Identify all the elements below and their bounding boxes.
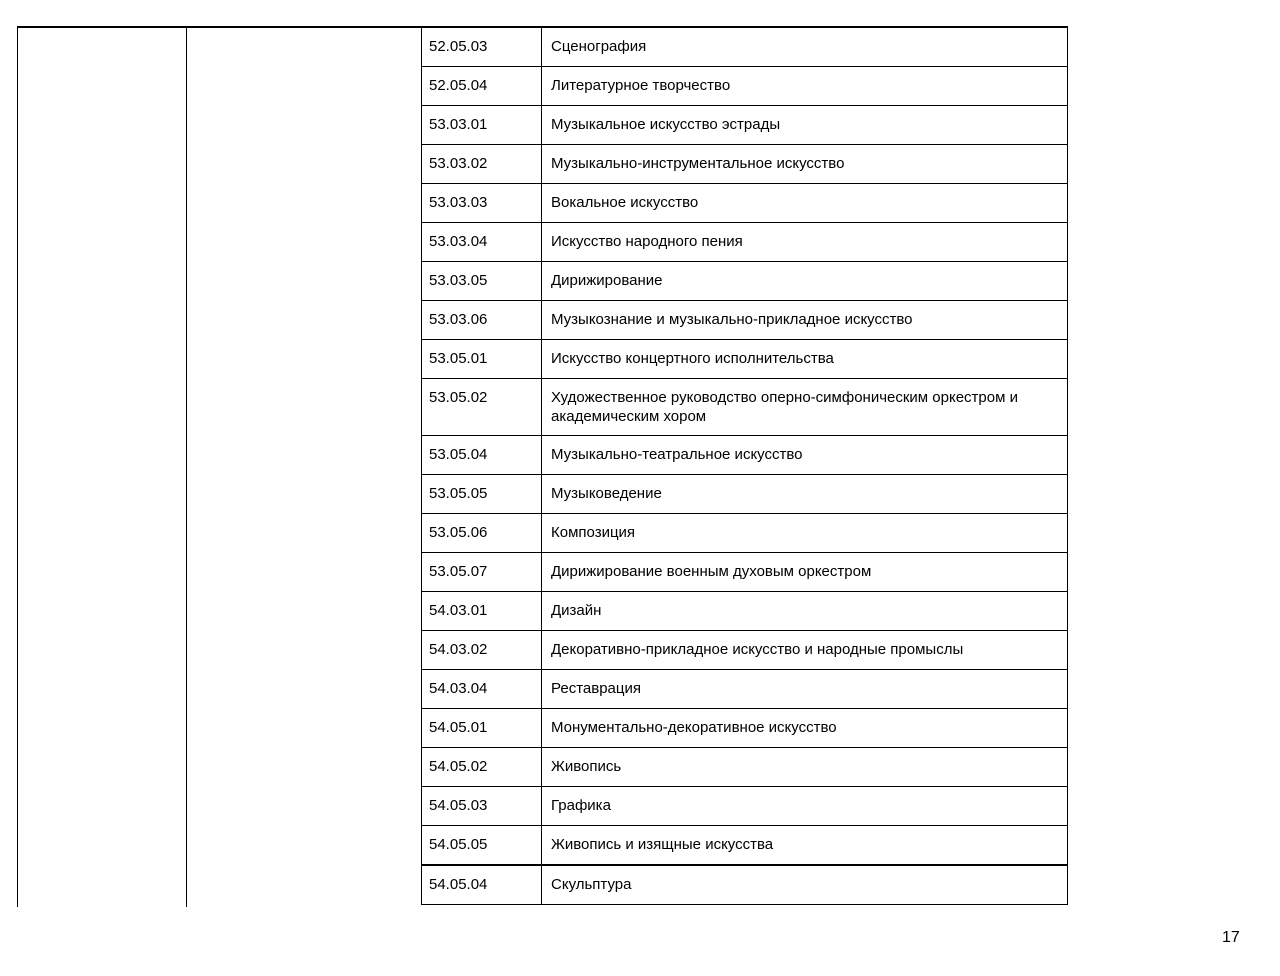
specialty-name-cell: Живопись [551, 758, 622, 775]
specialty-name-cell: Живопись и изящные искусства [551, 836, 774, 853]
specialty-name-cell: Музыкально-инструментальное искусство [551, 155, 845, 172]
table-row [422, 379, 1067, 436]
specialty-code-cell: 53.05.05 [422, 475, 542, 513]
specialty-name-cell: Дирижирование [551, 272, 663, 289]
specialty-name-cell: Монументально-декоративное искусство [551, 719, 837, 736]
specialty-name-cell: Музыкальное искусство эстрады [551, 116, 781, 133]
specialty-name-cell: Литературное творчество [551, 77, 731, 94]
table-row [422, 436, 1067, 475]
empty-column-1-border [17, 28, 18, 907]
specialty-code-cell: 54.03.01 [422, 592, 542, 630]
specialty-code-cell: 54.05.01 [422, 709, 542, 747]
table-row [422, 709, 1067, 748]
specialty-name-cell: Музыкознание и музыкально-прикладное искусство [551, 311, 913, 328]
specialty-code-cell: 53.03.03 [422, 184, 542, 222]
table-row [422, 866, 1067, 905]
table-row [422, 67, 1067, 106]
specialty-code-cell: 53.03.04 [422, 223, 542, 261]
table-row [422, 475, 1067, 514]
specialty-code-cell: 53.05.04 [422, 436, 542, 474]
specialty-code-cell: 54.03.02 [422, 631, 542, 669]
specialty-name-cell: Вокальное искусство [551, 194, 699, 211]
specialty-code-cell: 53.03.05 [422, 262, 542, 300]
specialty-name-cell: Музыкально-театральное искусство [551, 446, 803, 463]
table-row [422, 301, 1067, 340]
table-row [422, 184, 1067, 223]
specialty-name-cell: Скульптура [551, 876, 632, 893]
specialty-code-cell: 52.05.04 [422, 67, 542, 105]
table-row [422, 826, 1067, 866]
table-row [422, 787, 1067, 826]
specialty-code-cell: 53.05.07 [422, 553, 542, 591]
table-row [422, 670, 1067, 709]
specialty-code-cell: 53.03.02 [422, 145, 542, 183]
specialty-name-cell: Искусство народного пения [551, 233, 743, 250]
table-row [422, 106, 1067, 145]
specialty-code-cell: 54.05.03 [422, 787, 542, 825]
table-row [422, 631, 1067, 670]
specialty-code-cell: 54.05.05 [422, 826, 542, 864]
table-row [422, 340, 1067, 379]
specialty-name-cell: Дирижирование военным духовым оркестром [551, 563, 872, 580]
table-row [422, 553, 1067, 592]
specialty-name-cell: Графика [551, 797, 611, 814]
table-row [422, 223, 1067, 262]
table-row [422, 28, 1067, 67]
specialty-code-cell: 53.05.02 [422, 379, 542, 435]
specialty-name-cell: Искусство концертного исполнительства [551, 350, 834, 367]
page-number: 17 [1222, 929, 1240, 946]
specialty-code-cell: 53.03.01 [422, 106, 542, 144]
specialties-table [421, 28, 1068, 905]
specialty-name-cell: Композиция [551, 524, 636, 541]
table-row [422, 592, 1067, 631]
specialty-name-cell: Дизайн [551, 602, 602, 619]
table-row [422, 262, 1067, 301]
specialty-code-cell: 53.05.06 [422, 514, 542, 552]
specialty-code-cell: 54.03.04 [422, 670, 542, 708]
table-row [422, 145, 1067, 184]
specialty-code-cell: 52.05.03 [422, 28, 542, 66]
specialty-name-cell: Сценография [551, 38, 647, 55]
specialty-name-cell: Музыковедение [551, 485, 662, 502]
specialty-code-cell: 54.05.02 [422, 748, 542, 786]
empty-column-2-border [186, 28, 187, 907]
specialty-code-cell: 54.05.04 [422, 866, 542, 904]
specialty-name-cell: Реставрация [551, 680, 641, 697]
specialty-code-cell: 53.05.01 [422, 340, 542, 378]
table-row [422, 748, 1067, 787]
specialty-code-cell: 53.03.06 [422, 301, 542, 339]
specialty-name-cell: Декоративно-прикладное искусство и народные промыслы [551, 641, 964, 658]
table-row [422, 514, 1067, 553]
specialty-name-cell: Художественное руководство оперно-симфоническим оркестром и академическим хором [551, 389, 1018, 425]
